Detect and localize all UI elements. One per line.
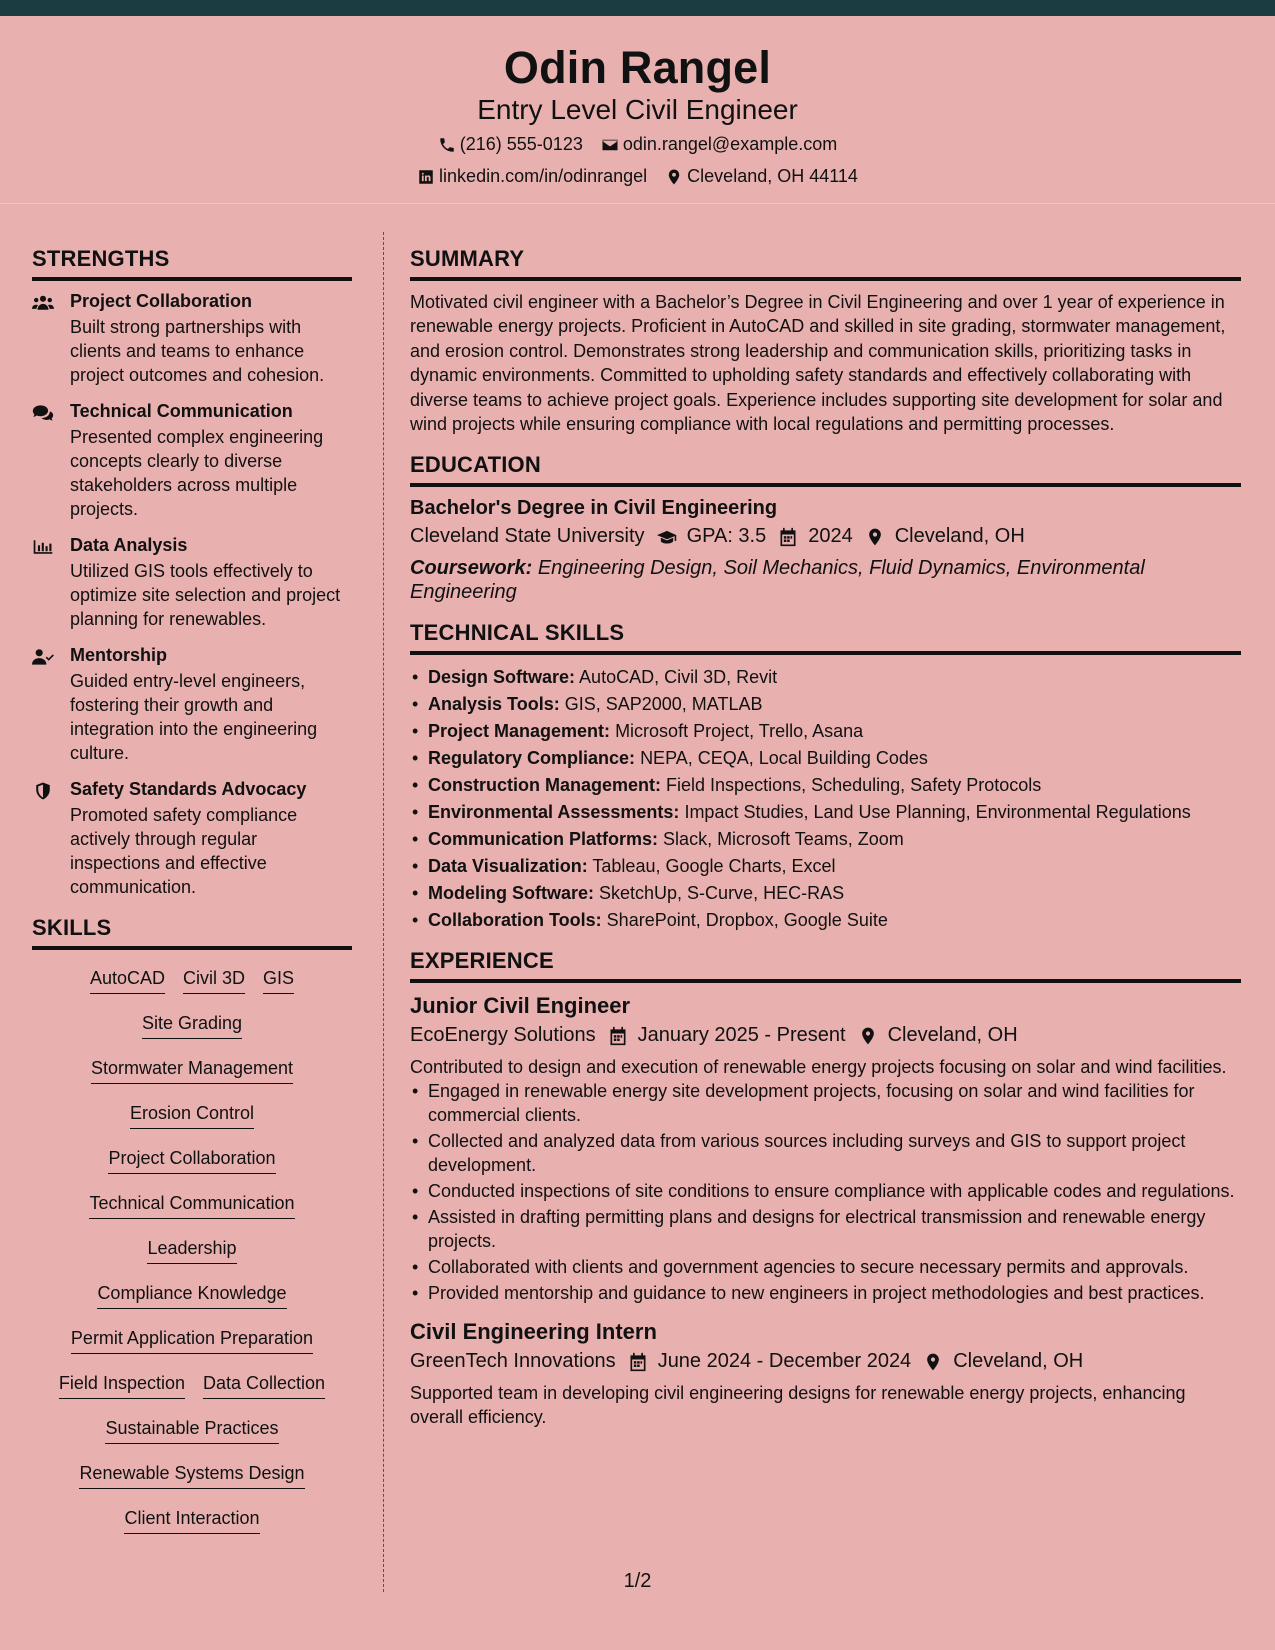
skill-row [32, 1011, 352, 1039]
strength-title: Technical Communication [70, 401, 293, 421]
list-item [410, 908, 1241, 932]
education-location: Cleveland, OH [894, 525, 1025, 548]
list-item: • Assisted in drafting permitting plans and designs for electrical transmission and renewable energy projects. [410, 1205, 1241, 1253]
phone-icon [438, 136, 456, 154]
education-meta [410, 525, 1241, 548]
skill-tag: Client Interaction [124, 1506, 259, 1534]
skill-row [32, 1506, 352, 1534]
job-location: Cleveland, OH [887, 1024, 1018, 1047]
skill-label: Analysis Tools: [428, 694, 560, 715]
map-pin-icon [923, 1352, 943, 1372]
shield-icon [32, 781, 54, 801]
skill-row [32, 1056, 352, 1084]
skill-tag: Civil 3D [183, 966, 245, 994]
education-section [410, 452, 1241, 604]
linkedin-icon [417, 168, 435, 186]
list-item [410, 665, 1241, 689]
graduation-cap-icon [657, 527, 677, 547]
calendar-icon [628, 1352, 648, 1372]
skill-label: Environmental Assessments: [428, 802, 680, 823]
skill-tag: AutoCAD [90, 966, 165, 994]
strength-item [32, 401, 352, 521]
candidate-name: Odin Rangel [503, 42, 772, 93]
strength-title: Safety Standards Advocacy [70, 779, 307, 799]
map-pin-icon [665, 168, 683, 186]
strength-item [32, 535, 352, 631]
experience-section [410, 948, 1241, 1429]
chart-icon [32, 537, 54, 557]
contact-row-secondary [0, 166, 1275, 187]
calendar-icon [608, 1026, 628, 1046]
strength-item [32, 645, 352, 765]
job-title: Junior Civil Engineer [410, 993, 631, 1019]
list-item: • Conducted inspections of site conditions to ensure compliance with applicable codes and regulations. [410, 1179, 1241, 1203]
company-name: GreenTech Innovations [410, 1350, 616, 1373]
strength-description: Built strong partnerships with clients and teams to enhance project outcomes and cohesion. [70, 317, 325, 385]
job-meta [410, 1350, 1241, 1373]
skill-label: Project Management: [428, 721, 611, 742]
skill-value: AutoCAD, Civil 3D, Revit [579, 667, 778, 688]
skill-label: Construction Management: [428, 775, 662, 796]
skill-row [32, 1326, 352, 1354]
job-entry [410, 1319, 1241, 1429]
skill-value: NEPA, CEQA, Local Building Codes [640, 748, 928, 769]
skill-tag: Stormwater Management [91, 1056, 293, 1084]
list-item: • Engaged in renewable energy site development projects, focusing on solar and wind facilities for commercial clients. [410, 1079, 1241, 1127]
skill-label: Regulatory Compliance: [428, 748, 636, 769]
contact-location [665, 166, 858, 187]
list-item [410, 692, 1241, 716]
technical-skills-section [410, 620, 1241, 932]
skills-heading: SKILLS [32, 915, 352, 950]
strength-title: Mentorship [70, 645, 167, 665]
strength-description: Utilized GIS tools effectively to optimize site selection and project planning for renewables. [70, 561, 341, 629]
skill-value: SharePoint, Dropbox, Google Suite [606, 910, 888, 931]
skill-tag: Erosion Control [130, 1101, 254, 1129]
calendar-icon [778, 527, 798, 547]
right-column [410, 246, 1241, 1445]
summary-heading: SUMMARY [410, 246, 1241, 281]
user-check-icon [32, 647, 54, 667]
skill-label: Modeling Software: [428, 883, 594, 904]
list-item: • Collected and analyzed data from various sources including surveys and GIS to support project development. [410, 1129, 1241, 1177]
skill-row [32, 1101, 352, 1129]
strength-title: Data Analysis [70, 535, 188, 555]
coursework [410, 556, 1241, 604]
skill-tag: Site Grading [142, 1011, 242, 1039]
strength-item [32, 779, 352, 899]
contact-email[interactable] [601, 134, 837, 155]
job-meta [410, 1024, 1241, 1047]
location-text: Cleveland, OH 44114 [687, 166, 858, 186]
skill-row [32, 966, 352, 994]
gpa-text: GPA: 3.5 [686, 525, 767, 548]
list-item [410, 746, 1241, 770]
company-name: EcoEnergy Solutions [410, 1024, 596, 1047]
skill-value: Microsoft Project, Trello, Asana [615, 721, 864, 742]
graduation-year: 2024 [808, 525, 853, 548]
job-bullets [410, 1079, 1241, 1305]
skill-tag: Renewable Systems Design [79, 1461, 304, 1489]
resume-header [0, 16, 1275, 204]
experience-heading: EXPERIENCE [410, 948, 1241, 983]
job-title: Civil Engineering Intern [410, 1319, 657, 1345]
phone-text: (216) 555-0123 [459, 134, 583, 154]
job-dates: January 2025 - Present [637, 1024, 846, 1047]
list-item: • Provided mentorship and guidance to new engineers in project methodologies and best practices. [410, 1281, 1241, 1305]
envelope-icon [601, 136, 619, 154]
school-name: Cleveland State University [410, 525, 645, 548]
list-item [410, 854, 1241, 878]
list-item [410, 800, 1241, 824]
coursework-list: Engineering Design, Soil Mechanics, Fluid Dynamics, Environmental Engineering [410, 557, 1145, 604]
education-heading: EDUCATION [410, 452, 1241, 487]
skill-value: GIS, SAP2000, MATLAB [564, 694, 763, 715]
candidate-title: Entry Level Civil Engineer [477, 94, 798, 125]
skill-label: Data Visualization: [428, 856, 588, 877]
skill-row [32, 1416, 352, 1444]
linkedin-text: linkedin.com/in/odinrangel [439, 166, 648, 186]
skill-label: Communication Platforms: [428, 829, 659, 850]
map-pin-icon [858, 1026, 878, 1046]
skill-value: Field Inspections, Scheduling, Safety Protocols [666, 775, 1042, 796]
skill-tag: GIS [263, 966, 294, 994]
skill-tag: Field Inspection [59, 1371, 185, 1399]
skill-row [32, 1371, 352, 1399]
skill-value: Impact Studies, Land Use Planning, Environmental Regulations [684, 802, 1191, 823]
list-item [410, 827, 1241, 851]
job-entry [410, 993, 1241, 1305]
strength-item [32, 291, 352, 387]
page-number: 1/2 [623, 1570, 652, 1592]
summary-text: Motivated civil engineer with a Bachelor’s Degree in Civil Engineering and over 1 year of experience in renewable energy projects. Proficient in AutoCAD and skilled in site grading, stormwater management, and erosion control. Demonstrates strong leadership and communication skills, prioritizing tasks in dynamic environments. Committed to upholding safety standards and effectively collaborating with diverse teams to achieve project goals. Experience includes supporting site development for solar and wind projects while ensuring compliance with local regulations and permitting processes. [410, 292, 1226, 435]
skill-row [32, 1461, 352, 1489]
summary-section [410, 246, 1241, 436]
coursework-label: Coursework: [410, 557, 533, 580]
list-item: • Collaborated with clients and government agencies to secure necessary permits and approvals. [410, 1255, 1241, 1279]
skill-row [32, 1191, 352, 1219]
skill-value: Tableau, Google Charts, Excel [592, 856, 836, 877]
skill-row [32, 1146, 352, 1174]
comments-icon [32, 403, 54, 423]
list-item [410, 773, 1241, 797]
skill-tag: Project Collaboration [108, 1146, 275, 1174]
header-separator [0, 203, 1275, 204]
left-column [32, 246, 352, 1551]
skill-label: Collaboration Tools: [428, 910, 602, 931]
skills-section [32, 915, 352, 1534]
skill-tag: Compliance Knowledge [97, 1281, 286, 1309]
technical-skills-heading: TECHNICAL SKILLS [410, 620, 1241, 655]
skill-row [32, 1281, 352, 1309]
contact-row-primary [0, 134, 1275, 155]
job-description: Contributed to design and execution of renewable energy projects focusing on solar and wind facilities. [410, 1057, 1227, 1078]
skill-tag: Permit Application Preparation [71, 1326, 313, 1354]
skill-tag: Data Collection [203, 1371, 325, 1399]
column-divider [383, 232, 384, 1592]
skill-value: SketchUp, S-Curve, HEC-RAS [599, 883, 845, 904]
strength-description: Guided entry-level engineers, fostering their growth and integration into the engineering culture. [70, 671, 318, 763]
contact-phone[interactable] [438, 134, 583, 155]
users-icon [32, 293, 54, 313]
top-color-bar [0, 0, 1275, 16]
strength-description: Promoted safety compliance actively through regular inspections and effective communication. [70, 805, 298, 897]
contact-linkedin[interactable] [417, 166, 647, 187]
skill-tag: Leadership [147, 1236, 236, 1264]
email-text: odin.rangel@example.com [622, 134, 838, 154]
job-description: Supported team in developing civil engineering designs for renewable energy projects, enhancing overall efficiency. [410, 1383, 1186, 1428]
skill-tag: Technical Communication [89, 1191, 294, 1219]
skill-row [32, 1236, 352, 1264]
strengths-heading: STRENGTHS [32, 246, 352, 281]
job-dates: June 2024 - December 2024 [657, 1350, 912, 1373]
strength-title: Project Collaboration [70, 291, 253, 311]
skill-label: Design Software: [428, 667, 576, 688]
list-item [410, 881, 1241, 905]
job-location: Cleveland, OH [953, 1350, 1084, 1373]
strength-description: Presented complex engineering concepts clearly to diverse stakeholders across multiple projects. [70, 427, 324, 519]
list-item [410, 719, 1241, 743]
degree-title: Bachelor's Degree in Civil Engineering [410, 497, 778, 520]
skill-tag: Sustainable Practices [105, 1416, 278, 1444]
technical-skills-list [410, 665, 1241, 932]
skill-value: Slack, Microsoft Teams, Zoom [663, 829, 904, 850]
map-pin-icon [865, 527, 885, 547]
